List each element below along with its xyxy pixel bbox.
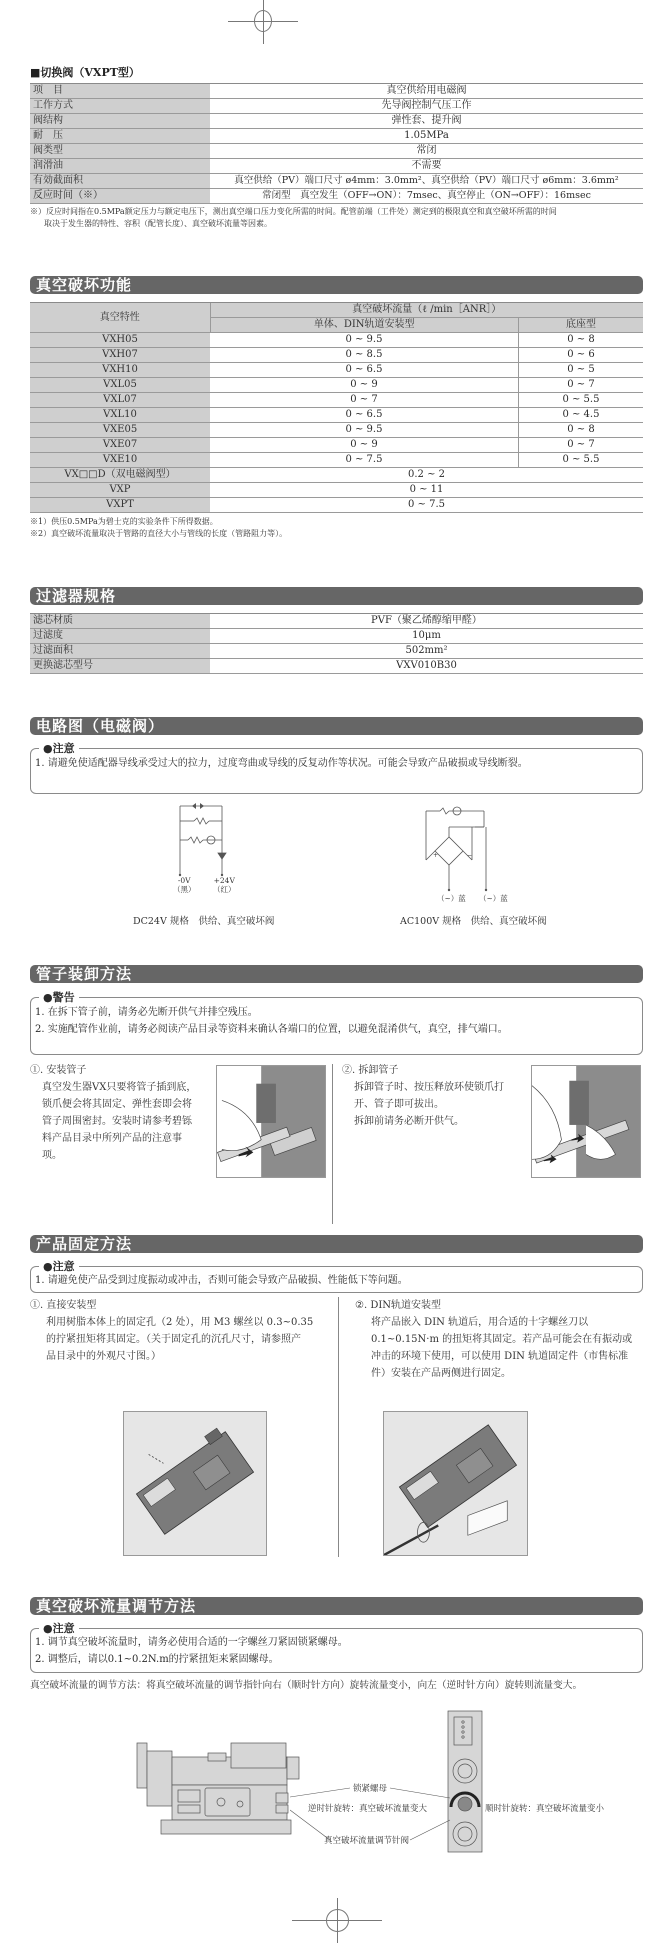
tube-install-illustration [216, 1065, 326, 1178]
vacuum-break-block [30, 302, 643, 540]
model-cell: VX□□D（双电磁阀型） [30, 468, 210, 483]
spec-value: 真空供给用电磁阀 [210, 84, 643, 99]
filter-block [30, 613, 643, 674]
model-cell: VXL07 [30, 393, 210, 408]
spec-key: 阀结构 [30, 114, 210, 129]
bottom-registration-mark [292, 1898, 382, 1943]
value-cell: 0 ~ 8 [518, 333, 643, 348]
warning-item: 2. 实施配管作业前，请务必阅读产品目录等资料来确认各端口的位置，以避免混淆供气，真空，排气端口。 [35, 1024, 508, 1035]
direct-mount-text [30, 1297, 330, 1365]
switch-valve-spec [30, 64, 643, 230]
step-title: ②. 拆卸管子 [342, 1065, 399, 1076]
step-line: 真空发生器VX只要将管子插到底， [42, 1082, 197, 1093]
value-cell: 0 ~ 4.5 [518, 408, 643, 423]
column-header: 底座型 [518, 318, 643, 333]
model-cell: VXE10 [30, 453, 210, 468]
mounting-caution-box [30, 1260, 643, 1293]
table-row [30, 659, 643, 674]
step-line: 料产品目录中所列产品的注意事 [42, 1133, 182, 1144]
step-line: 的拧紧扭矩将其固定。（关于固定孔的沉孔尺寸，请参照产 [46, 1334, 301, 1345]
mounting-column-divider [338, 1297, 339, 1557]
ac100v-caption: AC100V 规格 供给、真空破坏阀 [400, 916, 547, 927]
caution-item: 1. 调节真空破坏流量时，请务必使用合适的一字螺丝刀紧固锁紧螺母。 [35, 1637, 348, 1648]
terminal-label: -0V [177, 876, 191, 885]
flow-adjust-description: 真空破坏流量的调节方法：将真空破坏流量的调节指针向右（顺时针方向）旋转流量变小，向左（逆时针方向）旋转则流量变大。 [30, 1680, 583, 1691]
response-time-note [30, 206, 643, 230]
value-cell: 0 ~ 9 [210, 438, 518, 453]
spec-key: 耐 压 [30, 129, 210, 144]
tube-column-divider [332, 1064, 333, 1224]
ac-plus-label: + [433, 852, 439, 859]
section-header-tube: 管子装卸方法 [30, 965, 643, 983]
circuit-caution-box [30, 742, 643, 794]
model-cell: VXP [30, 483, 210, 498]
value-cell: 0 ~ 7 [518, 378, 643, 393]
table-row [30, 498, 643, 513]
column-header: 单体、DIN轨道安装型 [210, 318, 518, 333]
step-line: 管子周围密封。安装时请参考碧铄 [42, 1116, 192, 1127]
table-row [30, 159, 643, 174]
model-cell: VXH10 [30, 363, 210, 378]
table-row [30, 468, 643, 483]
table-row [30, 483, 643, 498]
din-mount-illustration [383, 1411, 528, 1556]
step-line: 拆卸前请务必断开供气。 [354, 1116, 464, 1127]
ccw-rotation-label: 逆时针旋转：真空破坏流量变大 [308, 1804, 428, 1814]
vacuum-break-table [30, 302, 643, 513]
column-header: 真空特性 [30, 303, 210, 333]
step-line: 利用树脂本体上的固定孔（2 处），用 M3 螺丝以 0.3~0.35 [46, 1317, 314, 1328]
step-line: 冲击的环境下使用，可以使用 DIN 轨道固定件（市售标准 [371, 1351, 629, 1362]
header-row [30, 303, 643, 318]
step-line: 将产品嵌入 DIN 轨道后，用合适的十字螺丝刀以 [371, 1317, 589, 1328]
table-row [30, 629, 643, 644]
dc24v-caption: DC24V 规格 供给、真空破坏阀 [133, 916, 275, 927]
spec-key: 反应时间（※） [30, 189, 210, 204]
model-cell: VXE07 [30, 438, 210, 453]
value-cell: 0 ~ 7.5 [210, 453, 518, 468]
spec-value: 先导阀控制气压工作 [210, 99, 643, 114]
spec-key: 阀类型 [30, 144, 210, 159]
step-title: ①. 安装管子 [30, 1065, 87, 1076]
needle-valve-label: 真空破坏流量调节针阀 [324, 1836, 410, 1846]
model-cell: VXPT [30, 498, 210, 513]
step-title: ②. DIN轨道安装型 [355, 1300, 442, 1311]
note-line: ※）反应时间指在0.5MPa额定压力与额定电压下，测出真空端口压力变化所需的时间。配管前端（工件处）测定到的极限真空和真空破坏所需的时间 [30, 207, 557, 216]
section-header-filter: 过滤器规格 [30, 587, 643, 605]
spec-key: 项 目 [30, 84, 210, 99]
spec-value: 真空供给（PV）端口尺寸 ø4mm：3.0mm²、真空供给（PV）端口尺寸 ø6mm：3.6mm² [210, 174, 643, 189]
spec-key: 更换滤芯型号 [30, 659, 210, 674]
ac-right-terminal-label: （~）蓝 [479, 894, 508, 903]
value-cell: 0 ~ 9.5 [210, 423, 518, 438]
model-cell: VXH05 [30, 333, 210, 348]
step-line: 项。 [42, 1150, 62, 1161]
spec-value: PVF（聚乙烯醇缩甲醛） [210, 614, 643, 629]
tube-install-text [30, 1062, 220, 1164]
step-line: 0.1~0.15N·m 的扭矩将其固定。若产品可能会在有振动或 [371, 1334, 633, 1345]
step-line: 开、管子即可拔出。 [354, 1099, 444, 1110]
spec-value: 弹性套、提升阀 [210, 114, 643, 129]
spec-value: 常闭 [210, 144, 643, 159]
spec-value: 502mm² [210, 644, 643, 659]
spec-key: 滤芯材质 [30, 614, 210, 629]
spec-key: 有効截面积 [30, 174, 210, 189]
caution-label: ●注意 [39, 1258, 79, 1274]
spec-key: 过滤度 [30, 629, 210, 644]
wire-color-label: （黑） [173, 885, 196, 894]
top-registration-mark [228, 0, 298, 44]
model-cell: VXE05 [30, 423, 210, 438]
value-cell: 0 ~ 7 [518, 438, 643, 453]
vacuum-break-notes [30, 516, 643, 540]
terminal-label: +24V [213, 876, 235, 885]
din-mount-text [355, 1297, 650, 1382]
value-cell: 0 ~ 6.5 [210, 408, 518, 423]
value-cell: 0 ~ 6 [518, 348, 643, 363]
value-cell: 0 ~ 6.5 [210, 363, 518, 378]
tube-warning-box [30, 991, 643, 1055]
caution-label: ●注意 [39, 740, 79, 756]
flow-adjust-caution-box [30, 1622, 643, 1673]
tube-remove-text [342, 1062, 532, 1130]
table-row [30, 333, 643, 348]
spec-value: 1.05MPa [210, 129, 643, 144]
table-row [30, 174, 643, 189]
lock-nut-label: 锁紧螺母 [353, 1784, 388, 1794]
table-row [30, 144, 643, 159]
caution-item: 2. 调整后，请以0.1~0.2N.m的拧紧扭矩来紧固螺母。 [35, 1654, 279, 1665]
dc-positive-label [213, 876, 236, 894]
warning-label: ●警告 [39, 989, 79, 1005]
table-row [30, 99, 643, 114]
switch-valve-table [30, 83, 643, 204]
spec-key: 润滑油 [30, 159, 210, 174]
step-line: 件）安装在产品两侧进行固定。 [371, 1368, 511, 1379]
caution-label: ●注意 [39, 1620, 79, 1636]
step-line: 拆卸管子时、按压释放环使锁爪打 [354, 1082, 504, 1093]
step-title: ①. 直接安装型 [30, 1300, 97, 1311]
table-row [30, 614, 643, 629]
switch-valve-title: ■切换阀（VXPT型） [30, 66, 140, 79]
step-line: 锁爪便会将其固定、弹性套即会将 [42, 1099, 192, 1110]
table-row [30, 189, 643, 204]
dc-negative-label [173, 876, 196, 894]
table-row [30, 348, 643, 363]
section-header-vacuum-break: 真空破坏功能 [30, 276, 643, 294]
spec-value: 常闭型 真空发生（OFF→ON）：7msec、真空停止（ON→OFF）：16msec [210, 189, 643, 204]
note-line: ※2）真空破坏流量取决于管路的直径大小与管线的长度（管路阻力等）。 [30, 529, 288, 538]
spec-value: 10μm [210, 629, 643, 644]
model-cell: VXL05 [30, 378, 210, 393]
ac-left-terminal-label: （~）蓝 [437, 894, 466, 903]
table-row [30, 423, 643, 438]
spec-key: 过滤面积 [30, 644, 210, 659]
caution-item: 1. 请避免使适配器导线承受过大的拉力，过度弯曲或导线的反复动作等状况。可能会导致产品破损或导线断裂。 [35, 758, 528, 769]
ac100v-circuit-diagram [420, 805, 500, 895]
section-header-mounting: 产品固定方法 [30, 1235, 643, 1253]
table-row [30, 408, 643, 423]
table-row [30, 644, 643, 659]
value-cell: 0 ~ 5.5 [518, 453, 643, 468]
value-cell: 0 ~ 9 [210, 378, 518, 393]
table-row [30, 363, 643, 378]
spec-key: 工作方式 [30, 99, 210, 114]
table-row [30, 438, 643, 453]
warning-item: 1. 在拆下管子前，请务必先断开供气并排空残压。 [35, 1007, 258, 1018]
table-row [30, 393, 643, 408]
direct-mount-illustration [123, 1411, 267, 1556]
value-cell: 0 ~ 8.5 [210, 348, 518, 363]
spec-value: 不需要 [210, 159, 643, 174]
section-header-circuit: 电路图（电磁阀） [30, 717, 643, 735]
wire-color-label: （红） [213, 885, 236, 894]
value-cell: 0 ~ 7.5 [210, 498, 643, 513]
value-cell: 0.2 ~ 2 [210, 468, 643, 483]
table-row [30, 129, 643, 144]
value-cell: 0 ~ 5.5 [518, 393, 643, 408]
value-cell: 0 ~ 11 [210, 483, 643, 498]
table-row [30, 453, 643, 468]
step-line: 品目录中的外观尺寸图。） [46, 1351, 161, 1362]
table-row [30, 378, 643, 393]
value-cell: 0 ~ 5 [518, 363, 643, 378]
filter-table [30, 613, 643, 674]
column-group-header: 真空破坏流量（ℓ /min［ANR］） [210, 303, 643, 318]
spec-value: VXV010B30 [210, 659, 643, 674]
vacuum-generator-side-view [133, 1735, 313, 1835]
table-row [30, 84, 643, 99]
value-cell: 0 ~ 8 [518, 423, 643, 438]
note-line: ※1）供压0.5MPa为碧士克的实验条件下所得数据。 [30, 517, 218, 526]
value-cell: 0 ~ 9.5 [210, 333, 518, 348]
tube-remove-illustration [531, 1065, 641, 1178]
ac-minus-label: − [467, 852, 473, 859]
value-cell: 0 ~ 7 [210, 393, 518, 408]
caution-item: 1. 请避免使产品受到过度振动或冲击，否则可能会导致产品破损、性能低下等问题。 [35, 1275, 408, 1286]
model-cell: VXL10 [30, 408, 210, 423]
table-row [30, 114, 643, 129]
section-header-flow-adjust: 真空破坏流量调节方法 [30, 1597, 643, 1615]
model-cell: VXH07 [30, 348, 210, 363]
cw-rotation-label: 顺时针旋转：真空破坏流量变小 [485, 1804, 605, 1814]
note-line: 取决于发生器的特性、容积（配管长度）、真空破坏流量等因素。 [44, 219, 272, 228]
